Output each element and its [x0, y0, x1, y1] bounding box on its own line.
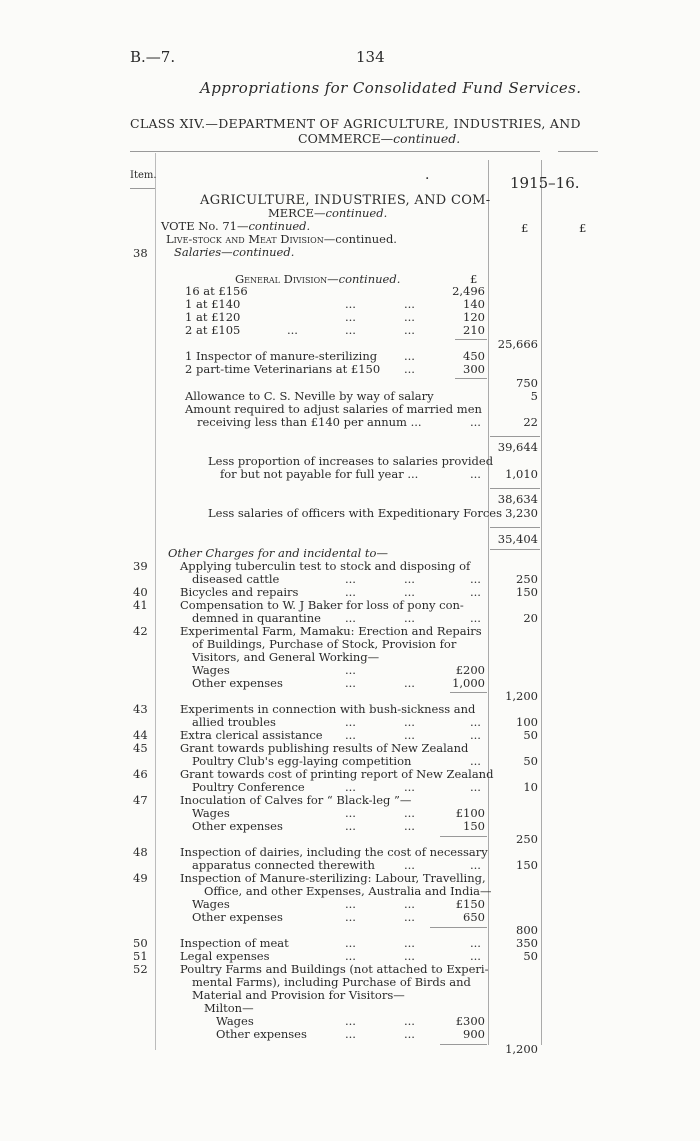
less-expeditionary-value: 3,230 — [505, 506, 538, 520]
leader-dots: ... — [470, 467, 481, 481]
total-value: 35,404 — [497, 532, 538, 546]
leader-dots: ... — [404, 1014, 415, 1028]
subtotal-rule — [450, 692, 487, 693]
leader-dots: ... — [404, 310, 415, 324]
item-value: 1,200 — [505, 1042, 538, 1056]
leader-dots: ... — [345, 715, 356, 729]
leader-dots: ... — [404, 897, 415, 911]
total-value: 39,644 — [497, 440, 538, 454]
total-rule — [490, 436, 540, 437]
general-division-name: General Division — [235, 272, 328, 286]
inspector-manure-value: 450 — [463, 349, 485, 363]
leader-dots: ... — [470, 754, 481, 768]
salary-row-label: 2 at £105 — [185, 323, 241, 337]
leader-dots: ... — [404, 806, 415, 820]
leader-dots: ... — [470, 728, 481, 742]
total-value: 38,634 — [497, 492, 538, 506]
item-value: 50 — [523, 728, 538, 742]
rule-top-right — [558, 151, 598, 152]
item-description: Experimental Farm, Mamaku: Erection and Repairs — [180, 624, 482, 638]
married-men-label-1: Amount required to adjust salaries of married men — [185, 402, 482, 416]
item-number: 38 — [133, 246, 148, 260]
item-header-rule — [130, 188, 155, 189]
item-description: Inspection of Manure-sterilizing: Labour, Travelling, — [180, 871, 486, 885]
item-number: 41 — [133, 598, 148, 612]
page-title: Appropriations for Consolidated Fund Services. — [200, 79, 582, 97]
item-value: 350 — [516, 936, 538, 950]
item-description: Visitors, and General Working— — [192, 650, 380, 664]
general-division-continued: —continued. — [327, 272, 401, 286]
leader-dots: ... — [404, 858, 415, 872]
leader-dots: ... — [345, 910, 356, 924]
item-value: 50 — [523, 754, 538, 768]
less-proportion-value: 1,010 — [505, 467, 538, 481]
leader-dots: ... — [345, 936, 356, 950]
leader-dots: ... — [404, 572, 415, 586]
leader-dots: ... — [345, 780, 356, 794]
item-number: 42 — [133, 624, 148, 638]
item-description: Inoculation of Calves for “ Black-leg ”— — [180, 793, 412, 807]
amount1-column-rule — [488, 160, 489, 1045]
item-value: 150 — [516, 858, 538, 872]
veterinarians-label: 2 part-time Veterinarians at £150 — [185, 362, 381, 376]
rule-top-left — [130, 151, 500, 152]
leader-dots: ... — [404, 949, 415, 963]
leader-dots: ... — [345, 1014, 356, 1028]
document-ref: B.—7. — [130, 48, 176, 66]
allowance-neville-label: Allowance to C. S. Neville by way of salary — [185, 389, 434, 403]
item-number: 48 — [133, 845, 148, 859]
item-description: Applying tuberculin test to stock and disposing of — [180, 559, 471, 573]
leader-dots: ... — [404, 715, 415, 729]
item-description: diseased cattle — [192, 572, 280, 586]
item-description: allied troubles — [192, 715, 276, 729]
leader-dots: ... — [470, 415, 481, 429]
item-number: 39 — [133, 559, 148, 573]
wages-label: Wages — [192, 897, 230, 911]
class-heading-commerce: COMMERCE— — [298, 131, 394, 146]
wages-label: Wages — [192, 806, 230, 820]
other-expenses-label: Other expenses — [192, 676, 283, 690]
dept-heading-1: AGRICULTURE, INDUSTRIES, AND COM- — [200, 193, 491, 208]
salary-row-value: 120 — [463, 310, 485, 324]
item-value: 100 — [516, 715, 538, 729]
leader-dots: ... — [404, 819, 415, 833]
item-description: Poultry Club's egg-laying competition — [192, 754, 412, 768]
leader-dots: ... — [404, 936, 415, 950]
subtotal-rule — [455, 339, 487, 340]
leader-dots: ... — [404, 910, 415, 924]
leader-dots: ... — [404, 585, 415, 599]
inspector-manure-label: 1 Inspector of manure-sterilizing — [185, 349, 378, 363]
leader-dots: ... — [470, 858, 481, 872]
less-expeditionary-label: Less salaries of officers with Expeditionary Forces — [208, 506, 502, 520]
subtotal-rule — [440, 836, 487, 837]
wages-value: £200 — [455, 663, 485, 677]
leader-dots: ... — [345, 949, 356, 963]
less-proportion-label-1: Less proportion of increases to salaries provided — [208, 454, 494, 468]
item-value: 1,200 — [505, 689, 538, 703]
dept-continued: continued. — [325, 206, 388, 220]
item-description: mental Farms), including Purchase of Birds and — [192, 975, 471, 989]
dept-commerce: MERCE— — [268, 206, 326, 220]
leader-dots: ... — [345, 663, 356, 677]
year-header: 1915–16. — [510, 174, 580, 192]
leader-dots: ... — [404, 323, 415, 337]
item-column-header: Item. — [130, 170, 157, 181]
item-description: of Buildings, Purchase of Stock, Provision for — [192, 637, 457, 651]
pound-header-1: £ — [521, 221, 529, 235]
milton-label: Milton— — [204, 1001, 254, 1015]
leader-dots: ... — [345, 611, 356, 625]
salary-row-label: 1 at £140 — [185, 297, 241, 311]
wages-value: £300 — [455, 1014, 485, 1028]
item-description: Office, and other Expenses, Australia and India— — [204, 884, 492, 898]
wages-value: £150 — [455, 897, 485, 911]
wages-value: £100 — [455, 806, 485, 820]
leader-dots: ... — [404, 780, 415, 794]
item-description: Inspection of dairies, including the cost of necessary — [180, 845, 488, 859]
item-value: 50 — [523, 949, 538, 963]
item-description: demned in quarantine — [192, 611, 321, 625]
subtotal-rule — [430, 927, 487, 928]
division-continued: —continued. — [323, 232, 397, 246]
class-heading-line2 — [298, 131, 460, 146]
allowance-neville-value: 5 — [530, 389, 538, 403]
leader-dots: ... — [404, 611, 415, 625]
item-number: 51 — [133, 949, 148, 963]
item-number: 46 — [133, 767, 148, 781]
item-number: 50 — [133, 936, 148, 950]
item-value: 20 — [523, 611, 538, 625]
salary-row-value: 2,496 — [452, 284, 485, 298]
leader-dots: ... — [345, 897, 356, 911]
vote-number: VOTE No. 71— — [161, 219, 249, 233]
subtotal-rule — [455, 378, 487, 379]
item-number: 44 — [133, 728, 148, 742]
item-number: 40 — [133, 585, 148, 599]
leader-dots: ... — [404, 349, 415, 363]
other-expenses-label: Other expenses — [216, 1027, 307, 1041]
other-expenses-label: Other expenses — [192, 910, 283, 924]
leader-dots: ... — [287, 323, 298, 337]
married-men-label-2: receiving less than £140 per annum ... — [197, 415, 422, 429]
bullet-mark: · — [425, 171, 430, 187]
leader-dots: ... — [345, 728, 356, 742]
item-description: Grant towards cost of printing report of New Zealand — [180, 767, 494, 781]
item-description: Compensation to W. J Baker for loss of pony con- — [180, 598, 464, 612]
pound-header-2: £ — [579, 221, 587, 235]
leader-dots: ... — [345, 310, 356, 324]
leader-dots: ... — [404, 676, 415, 690]
salary-row-label: 1 at £120 — [185, 310, 241, 324]
item-number: 49 — [133, 871, 148, 885]
leader-dots: ... — [345, 806, 356, 820]
leader-dots: ... — [345, 585, 356, 599]
item-description: Legal expenses — [180, 949, 270, 963]
vote-continued: continued. — [248, 219, 311, 233]
leader-dots: ... — [345, 572, 356, 586]
item-description: Material and Provision for Visitors— — [192, 988, 405, 1002]
item-number: 52 — [133, 962, 148, 976]
amount2-column-rule — [541, 160, 542, 1045]
salary-row-value: 140 — [463, 297, 485, 311]
leader-dots: ... — [470, 585, 481, 599]
total-rule — [490, 488, 540, 489]
item-description: apparatus connected therewith — [192, 858, 375, 872]
leader-dots: ... — [345, 1027, 356, 1041]
item-description: Bicycles and repairs — [180, 585, 299, 599]
leader-dots: ... — [470, 572, 481, 586]
general-division-heading — [235, 273, 400, 286]
item-number: 47 — [133, 793, 148, 807]
total-value: 750 — [516, 376, 538, 390]
item-value: 250 — [516, 832, 538, 846]
leader-dots: ... — [470, 715, 481, 729]
other-expenses-value: 650 — [463, 910, 485, 924]
item-value: 150 — [516, 585, 538, 599]
leader-dots: ... — [345, 676, 356, 690]
married-men-value: 22 — [523, 415, 538, 429]
item-value: 10 — [523, 780, 538, 794]
total-rule — [490, 549, 540, 550]
item-description: Poultry Conference — [192, 780, 305, 794]
salary-row-label: 16 at £156 — [185, 284, 248, 298]
other-expenses-value: 900 — [463, 1027, 485, 1041]
item-column-rule — [155, 153, 156, 1050]
total-rule — [490, 527, 540, 528]
item-value: 250 — [516, 572, 538, 586]
leader-dots: ... — [345, 323, 356, 337]
leader-dots: ... — [404, 362, 415, 376]
item-description: Extra clerical assistance — [180, 728, 323, 742]
pound-sub-header: £ — [470, 272, 478, 286]
salaries-heading: Salaries—continued. — [174, 245, 295, 259]
leader-dots: ... — [345, 819, 356, 833]
leader-dots: ... — [470, 780, 481, 794]
leader-dots: ... — [404, 728, 415, 742]
leader-dots: ... — [345, 297, 356, 311]
other-expenses-label: Other expenses — [192, 819, 283, 833]
page-number: 134 — [356, 48, 385, 66]
class-heading-line1: CLASS XIV.—DEPARTMENT OF AGRICULTURE, INDUSTRIES, AND — [130, 116, 581, 131]
rule-top-mid — [500, 151, 540, 152]
item-description: Grant towards publishing results of New Zealand — [180, 741, 469, 755]
veterinarians-value: 300 — [463, 362, 485, 376]
item-number: 43 — [133, 702, 148, 716]
other-charges-heading: Other Charges for and incidental to— — [168, 546, 388, 560]
total-value: 25,666 — [497, 337, 538, 351]
division-name: Live-stock and Meat Division — [166, 232, 324, 246]
subtotal-rule — [440, 1044, 487, 1045]
class-heading-continued: continued. — [393, 131, 461, 146]
salary-row-value: 210 — [463, 323, 485, 337]
leader-dots: ... — [470, 611, 481, 625]
wages-label: Wages — [216, 1014, 254, 1028]
leader-dots: ... — [470, 949, 481, 963]
less-proportion-label-2: for but not payable for full year ... — [220, 467, 419, 481]
item-value: 800 — [516, 923, 538, 937]
wages-label: Wages — [192, 663, 230, 677]
other-expenses-value: 150 — [463, 819, 485, 833]
item-description: Experiments in connection with bush-sickness and — [180, 702, 476, 716]
item-description: Poultry Farms and Buildings (not attached to Experi- — [180, 962, 489, 976]
other-expenses-value: 1,000 — [452, 676, 485, 690]
leader-dots: ... — [470, 936, 481, 950]
leader-dots: ... — [404, 297, 415, 311]
item-description: Inspection of meat — [180, 936, 289, 950]
leader-dots: ... — [404, 1027, 415, 1041]
item-number: 45 — [133, 741, 148, 755]
